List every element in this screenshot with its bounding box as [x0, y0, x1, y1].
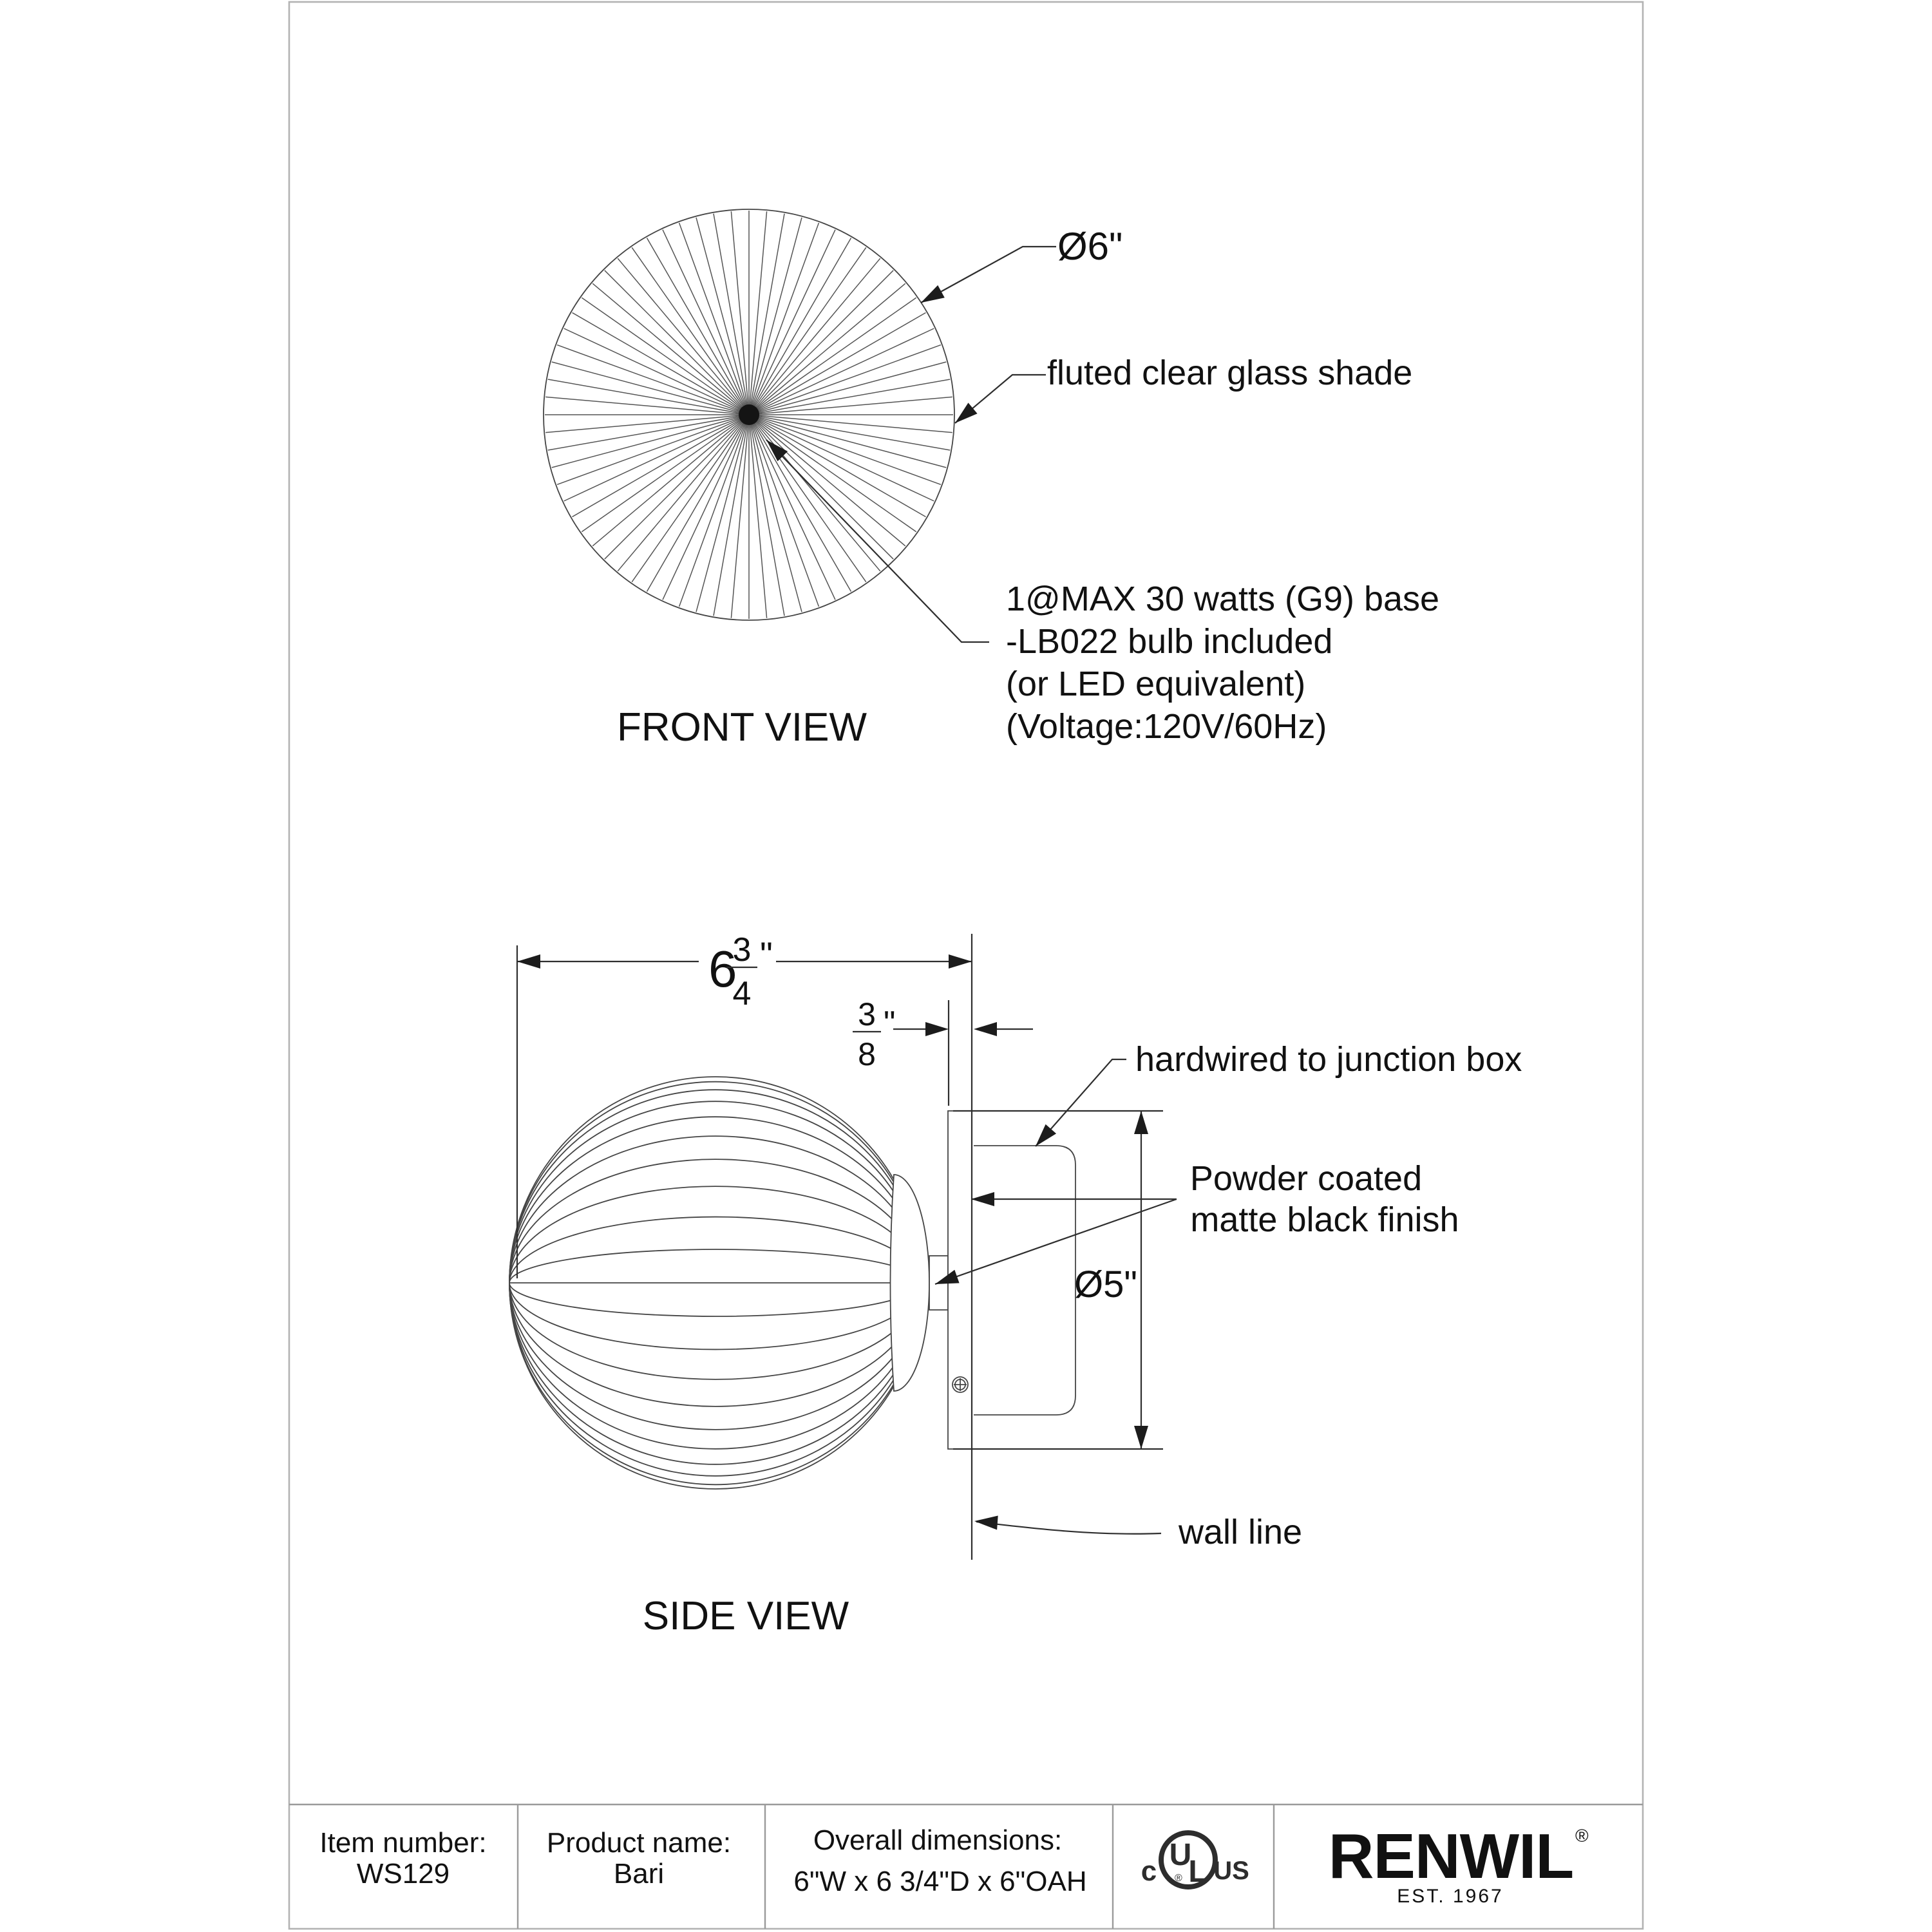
item-number-value: WS129 [356, 1858, 450, 1889]
depth-whole: 6 [708, 940, 737, 998]
finish-label-line2: matte black finish [1190, 1200, 1459, 1239]
shade-label: fluted clear glass shade [1047, 354, 1413, 392]
cert-prefix: c [1141, 1855, 1157, 1887]
wall-leader [976, 1522, 1161, 1534]
diameter-label: Ø6" [1057, 225, 1123, 268]
brand-name: RENWIL [1328, 1821, 1574, 1891]
depth-denominator: 4 [732, 975, 752, 1012]
cul-us-logo [1141, 1833, 1249, 1889]
product-name-label: Product name: [546, 1827, 732, 1859]
cert-suffix: US [1213, 1857, 1249, 1885]
bulb-note-line4: (Voltage:120V/60Hz) [1006, 707, 1327, 746]
front-view-title: FRONT VIEW [616, 705, 867, 750]
shade-rim [891, 1175, 930, 1391]
finish-label-line1: Powder coated [1189, 1159, 1423, 1198]
ul-letter-l: L [1188, 1855, 1208, 1889]
ul-registered-mark: ® [1175, 1873, 1182, 1884]
bulb-note-line2: -LB022 bulb included [1006, 622, 1333, 661]
sheet-border [289, 2, 1643, 1929]
brand-est: EST. 1967 [1397, 1886, 1504, 1907]
item-number-cell [319, 1827, 486, 1889]
plate-numerator: 3 [858, 996, 876, 1032]
junction-label: hardwired to junction box [1135, 1040, 1522, 1079]
dimensions-label: Overall dimensions: [813, 1824, 1063, 1856]
product-name-cell [547, 1827, 731, 1889]
depth-numerator: 3 [732, 931, 752, 969]
bulb-note-line3: (or LED equivalent) [1006, 665, 1306, 703]
dimensions-value: 6"W x 6 3/4"D x 6"OAH [793, 1866, 1087, 1897]
ul-letter-u: U [1169, 1838, 1192, 1872]
junction-box [974, 1146, 1075, 1415]
brand-registered-mark: ® [1575, 1826, 1589, 1846]
plate-dimension [853, 996, 1033, 1106]
brand-logo [1329, 1821, 1589, 1907]
product-name-value: Bari [613, 1858, 665, 1889]
front-view [544, 209, 1439, 750]
side-view [509, 931, 1522, 1638]
plate-unit: " [884, 1005, 896, 1042]
bulb-note-line1: 1@MAX 30 watts (G9) base [1006, 580, 1440, 618]
plate-denominator: 8 [858, 1036, 876, 1072]
wall-label: wall line [1179, 1513, 1303, 1551]
dimensions-cell [793, 1824, 1086, 1897]
backplate-diameter-label: Ø5" [1074, 1264, 1137, 1305]
set-screw [952, 1377, 968, 1392]
item-number-label: Item number: [319, 1827, 487, 1859]
spec-table [289, 1804, 1643, 1929]
depth-unit: " [760, 934, 773, 975]
side-view-title: SIDE VIEW [642, 1594, 849, 1638]
center-hub [739, 404, 759, 425]
